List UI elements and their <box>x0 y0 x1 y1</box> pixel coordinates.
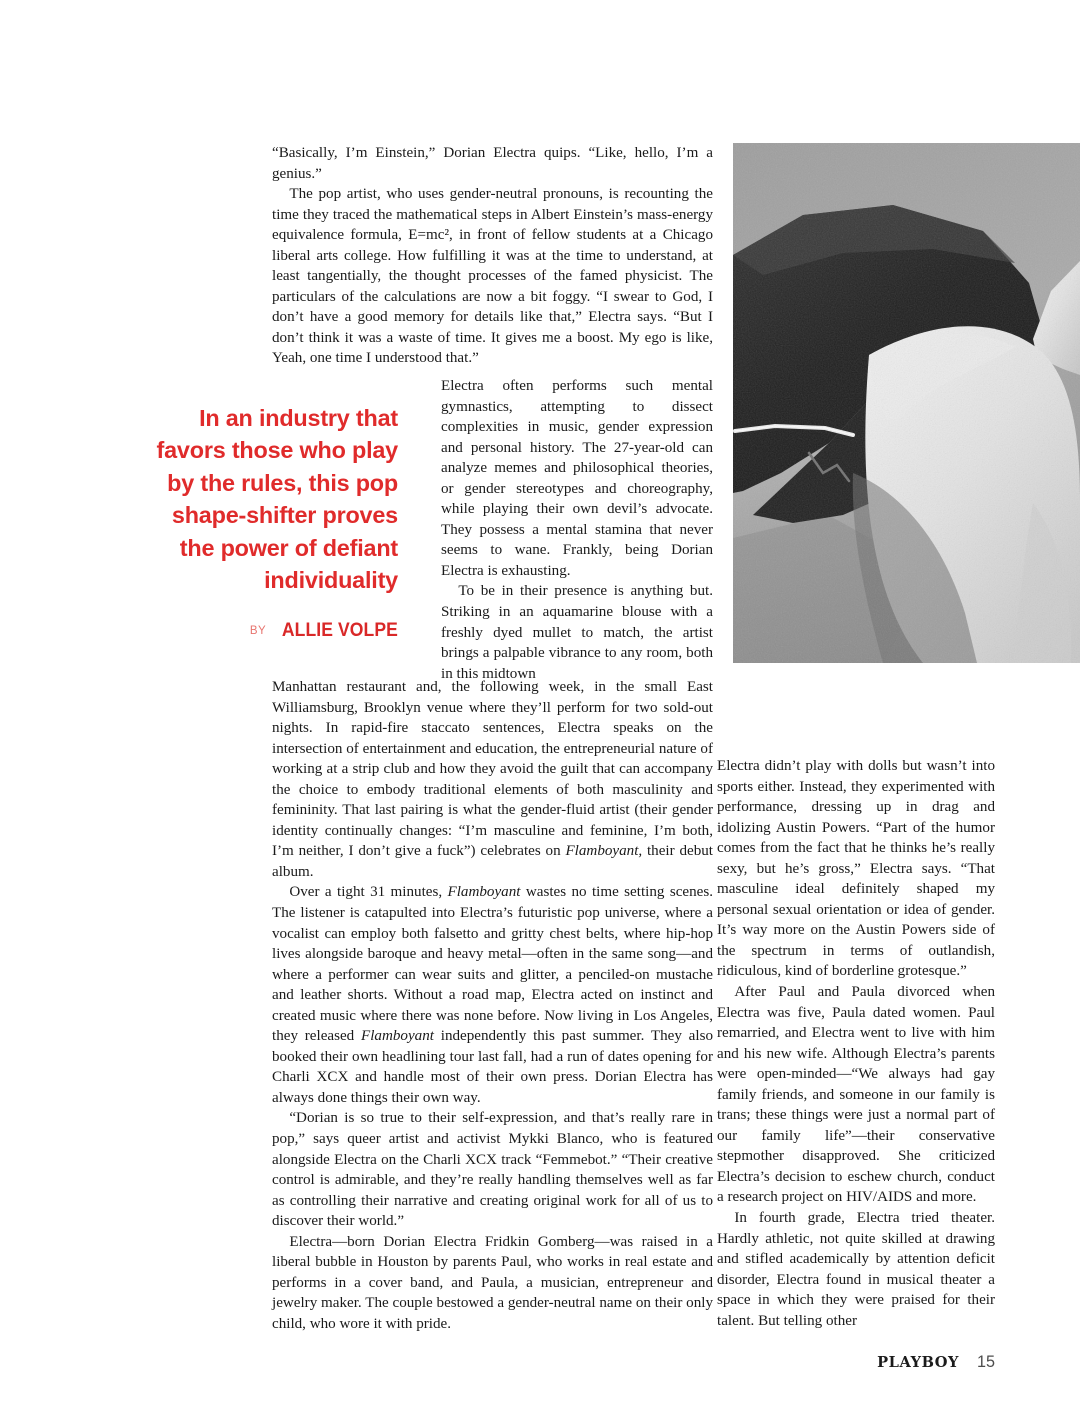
paragraph: Electra—born Dorian Electra Fridkin Gomberg—was raised in a liberal bubble in Houston by parents Paul, who works in real estate and performs in a cover band, and Paula, a musician, entrepreneur and jewelry maker. The couple bestowed a gender-neutral name on their only child, who wore it with pride. <box>272 1233 713 1332</box>
paragraph: To be in their presence is anything but. Striking in an aquamarine blouse with a freshly dyed mullet to match, the artist brings a palpable vibrance to any room, both in this midtown <box>441 583 713 682</box>
text-run: their debut album. <box>272 843 713 880</box>
paragraph: “Basically, I’m Einstein,” Dorian Electra quips. “Like, hello, I’m a genius.” <box>272 145 713 182</box>
paragraph: After Paul and Paula divorced when Electra was five, Paula dated women. Paul remarried, and Electra went to live with him and his new wife. Although Electra’s parents were open-minded—“We always had gay family friends, and someone in our family is trans; these things were just a normal part of our family life”—their conservative stepmother disapproved. She criticized Electra’s decision to eschew church, conduct a research project on HIV/AIDS and more. <box>717 984 995 1206</box>
paragraph: In fourth grade, Electra tried theater. Hardly athletic, not quite skilled at drawing and stifled academically by attention deficit disorder, Electra found in musical theater a space in which they were praised for their talent. But telling other <box>717 1210 995 1329</box>
album-title: Flamboyant, <box>565 843 643 860</box>
mid-column-text-block <box>441 376 713 684</box>
text-run: independently this past summer. They also booked their own headlining tour last fall, had a run of dates opening for Charli XCX and handle most of their own press. Dorian Electra has always done things their own way. <box>272 1028 713 1106</box>
byline <box>150 619 398 642</box>
wide-text-block <box>272 677 713 1335</box>
text-run: Over a tight 31 minutes, <box>289 884 448 901</box>
byline-prefix: BY <box>249 625 267 637</box>
photo-graphic <box>733 143 1080 663</box>
right-column-text-block <box>717 756 995 1331</box>
paragraph <box>272 677 713 882</box>
pull-quote: In an industry that favors those who play by the rules, this pop shape-shifter proves the power of defiant individuality <box>156 405 398 594</box>
paragraph: The pop artist, who uses gender-neutral pronouns, is recounting the time they traced the mathematical steps in Albert Einstein’s mass-energy equivalence formula, E=mc², in front of fellow students at a Chicago liberal arts college. How fulfilling it was at the time to understand, at least tangentially, the thought processes of the famed physicist. The particulars of the calculations are now a bit foggy. “I swear to God, I don’t have a good memory for details like that,” Electra says. “But I don’t think it was a waste of time. It gives me a boost. My ego is like, Yeah, one time I understood that.” <box>272 186 713 367</box>
album-title: Flamboyant <box>447 884 521 901</box>
album-title: Flamboyant <box>361 1028 434 1045</box>
playboy-wordmark: PLAYBOY <box>877 1353 959 1372</box>
paragraph: “Dorian is so true to their self-expression, and that’s really rare in pop,” says queer artist and activist Mykki Blanco, who is featured alongside Electra on the Charli XCX track “Femmebot.” “Their creative control is admirable, and they’re really handling themselves well as far as controlling their narrative and creating original work for all of us to discover their world.” <box>272 1110 713 1230</box>
page-number: 15 <box>976 1353 995 1371</box>
paragraph: Electra didn’t play with dolls but wasn’t into sports either. Instead, they experimented with performance, dressing up in drag and idolizing Austin Powers. “Part of the humor comes from the fact that he thinks he’s really sexy, but he’s gross,” Electra says. “That masculine ideal definitely shaped my personal sexual orientation or idea of gender. It’s way more on the Austin Powers side of the spectrum in terms of outlandish, ridiculous, kind of borderline grotesque.” <box>717 758 995 980</box>
page-footer <box>700 1353 995 1372</box>
paragraph: Electra often performs such mental gymnastics, attempting to dissect complexities in music, gender expression and personal history. The 27-year-old can analyze memes and philosophical theories, or gender stereotypes and choreography, while playing their own devil’s advocate. They possess a mental stamina that never seems to wane. Frankly, being Dorian Electra is exhausting. <box>441 378 713 579</box>
paragraph <box>272 882 713 1108</box>
text-run: Manhattan restaurant and, the following week, in the small East Williamsburg, Brooklyn venue where they’ll perform for two sold-out nights. In rapid-fire staccato sentences, Electra speaks on the intersection of entertainment and education, the entrepreneurial nature of working at a strip club and how they avoid the guilt that can accompany the choice to embody traditional elements of both masculinity and femininity. That last pairing is what the gender-fluid artist (their gender identity continually changes: “I’m masculine and feminine, I’m both, I’m neither, I don’t give a fuck”) celebrates on <box>272 679 713 860</box>
text-run: wastes no time setting scenes. The listener is catapulted into Electra’s futuristic pop universe, where a vocalist can employ both falsetto and gritty chest belts, where hip-hop lives alongside baroque and heavy metal—often in the same song—and where a performer can wear suits and glitter, a penciled-on mustache and leather shorts. Without a road map, Electra acted on instinct and created music where there was none before. Now living in Los Angeles, they released <box>272 884 713 1045</box>
article-photo <box>733 143 1080 663</box>
byline-author: ALLIE VOLPE <box>281 619 398 641</box>
intro-text-block <box>272 143 713 369</box>
